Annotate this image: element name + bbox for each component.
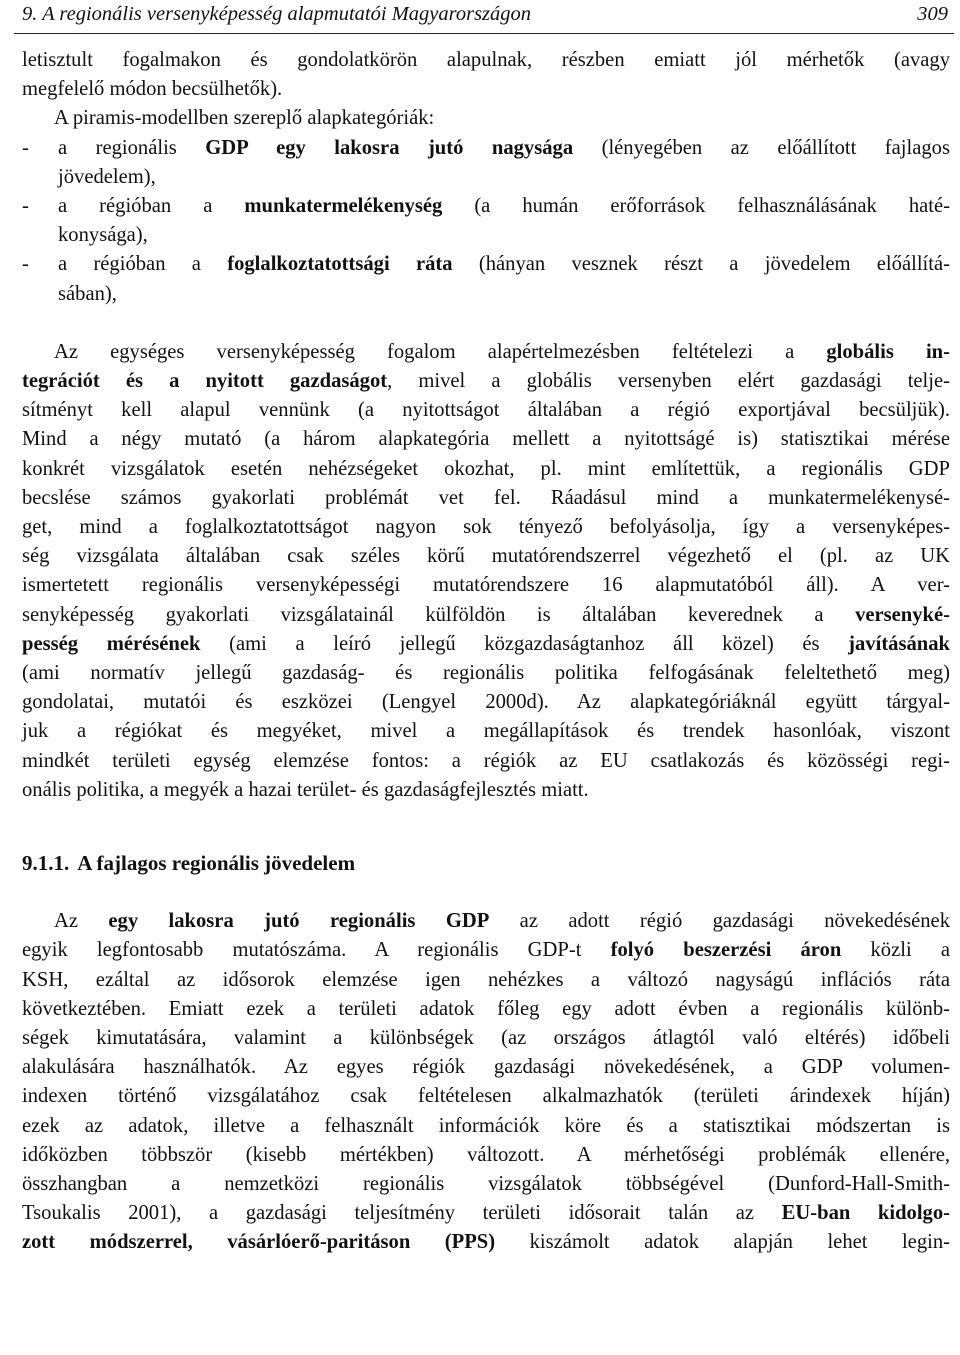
- paragraph-line: juk a régiókat és megyéket, mivel a megállapítások és trendek hasonlóak, viszont: [22, 720, 950, 743]
- paragraph-line: gondolatai, mutatói és eszközei (Lengyel 2000d). Az alapkategóriáknál együtt tárgyal-: [22, 691, 950, 714]
- paragraph-line: egyik legfontosabb mutatószáma. A regionális GDP-t folyó beszerzési áron közli a: [22, 939, 950, 962]
- body-text: [22, 46, 950, 1258]
- paragraph-line: ségek kimutatására, valamint a különbségek (az országos átlagtól való eltérés) időbeli: [22, 1027, 950, 1049]
- paragraph-line: Tsoukalis 2001), a gazdasági teljesítmény területi idősorait talán az EU-ban kidolgo-: [22, 1202, 950, 1225]
- intro-line: letisztult fogalmakon és gondolatkörön alapulnak, részben emiatt jól mérhetők (avagy: [22, 49, 950, 71]
- paragraph-line: tegrációt és a nyitott gazdaságot, mivel a globális versenyben elért gazdasági telje-: [22, 370, 950, 393]
- paragraph-line: senyképesség gyakorlati vizsgálatainál külföldön is általában keverednek a versenyké-: [22, 603, 950, 626]
- dash-bullet: -: [22, 253, 29, 276]
- paragraph-gap: [22, 309, 950, 338]
- list-item: - a régióban a foglalkoztatottsági ráta (hányan vesznek részt a jövedelem előállítá-: [22, 250, 950, 279]
- paragraph-line: Mind a négy mutató (a három alapkategória mellett a nyitottságé is) statisztikai mérése: [22, 428, 950, 451]
- list-item-continuation: sában),: [58, 282, 117, 305]
- dash-bullet: -: [22, 136, 29, 159]
- list-item-continuation: jövedelem),: [58, 165, 156, 188]
- list-item-continuation: konysága),: [58, 224, 148, 247]
- list-item: - a régióban a munkatermelékenység (a humán erőforrások felhasználásának haté-: [22, 192, 950, 221]
- paragraph-line: alakulására használhatók. Az egyes régiók gazdasági növekedésének, a GDP volumen-: [22, 1056, 950, 1079]
- paragraph-line: Az egy lakosra jutó regionális GDP az adott régió gazdasági növekedésének: [54, 910, 950, 933]
- paragraph-line: ség vizsgálata általában csak széles körű mutatórendszerrel végezhető el (pl. az UK: [22, 545, 950, 568]
- section-gap: [22, 805, 950, 849]
- list-item: - a regionális GDP egy lakosra jutó nagysága (lényegében az előállított fajlagos: [22, 134, 950, 163]
- paragraph-line: indexen történő vizsgálatához csak feltételesen alkalmazhatók (területi árindexek híján): [22, 1085, 950, 1108]
- paragraph-line: sítményt kell alapul vennünk (a nyitottságot általában a régió exportjával becsüljük).: [22, 399, 950, 422]
- paragraph-line: pesség mérésének (ami a leíró jellegű közgazdaságtanhoz áll közel) és javításának: [22, 632, 950, 655]
- section-number: 9.1.1.: [22, 850, 70, 875]
- pyramid-lead: A piramis-modellben szereplő alapkategóriák:: [54, 107, 435, 130]
- paragraph-line: ismertetett regionális versenyképességi mutatórendszere 16 alapmutatóból áll). A ver-: [22, 574, 950, 597]
- paragraph-line: konkrét vizsgálatok esetén nehézségeket okozhat, pl. mint említettük, a regionális GDP: [22, 457, 950, 480]
- paragraph-gap: [22, 878, 950, 907]
- paragraph-line: következtében. Emiatt ezek a területi adatok főleg egy adott évben a regionális különb-: [22, 997, 950, 1020]
- paragraph-line: zott módszerrel, vásárlóerő-paritáson (PPS) kiszámolt adatok alapján lehet legin-: [22, 1231, 950, 1254]
- paragraph-line: onális politika, a megyék a hazai terület- és gazdaságfejlesztés miatt.: [22, 778, 589, 801]
- intro-line: megfelelő módon becsülhetők).: [22, 78, 283, 101]
- paragraph-line: Az egységes versenyképesség fogalom alapértelmezésben feltételezi a globális in-: [54, 340, 950, 363]
- running-header: [14, 0, 954, 34]
- paragraph-line: get, mind a foglalkoztatottságot nagyon sok tényező befolyásolja, így a versenyképes-: [22, 516, 950, 538]
- chapter-title: 9. A regionális versenyképesség alapmutatói Magyarországon: [22, 3, 532, 25]
- paragraph-line: ezek az adatok, illetve a felhasznált információk köre és a statisztikai módszertan is: [22, 1114, 950, 1137]
- paragraph-line: becslése számos gyakorlati problémát vet fel. Ráadásul mind a munkatermelékenysé-: [22, 486, 950, 509]
- dash-bullet: -: [22, 194, 29, 217]
- paragraph-line: (ami normatív jellegű gazdaság- és regionális politika felfogásának feleltethető meg): [22, 661, 950, 684]
- paragraph-line: KSH, ezáltal az idősorok elemzése igen nehézkes a változó nagyságú inflációs ráta: [22, 968, 950, 991]
- page-number: 309: [917, 3, 948, 25]
- section-heading: [22, 849, 950, 878]
- section-title: A fajlagos regionális jövedelem: [77, 850, 356, 875]
- paragraph-line: összhangban a nemzetközi regionális vizsgálatok többségével (Dunford-Hall-Smith-: [22, 1172, 950, 1195]
- paragraph-line: mindkét területi egység elemzése fontos: a régiók az EU csatlakozás és közösségi regi-: [22, 749, 950, 772]
- paragraph-line: időközben többször (kisebb mértékben) változott. A mérhetőségi problémák ellenére,: [22, 1143, 950, 1166]
